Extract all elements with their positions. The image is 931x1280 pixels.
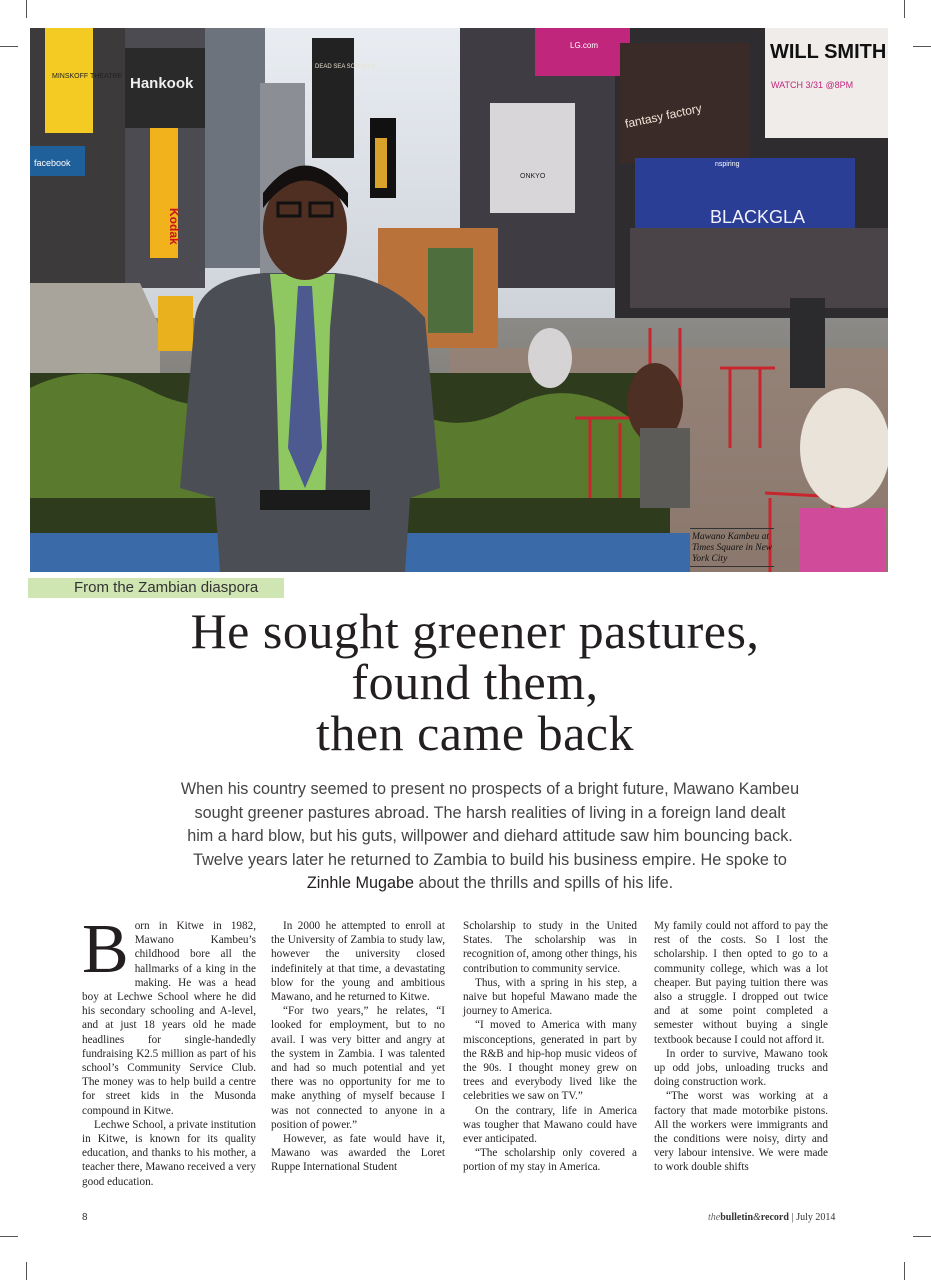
body-paragraph: In 2000 he attempted to enroll at the University of Zambia to study law, however the university closed indefinitely at that time, a devastating blow for the young and ambitious Mawano, and he returned to Kitwe. <box>271 920 445 1004</box>
page-number: 8 <box>82 1212 88 1223</box>
body-paragraph: Thus, with a spring in his step, a naive but hopeful Mawano made the journey to America. <box>463 976 637 1018</box>
body-column-4 <box>654 919 828 1175</box>
billboard-text: Kodak <box>167 208 181 245</box>
body-paragraph: “The scholarship only covered a portion of my stay in America. <box>463 1147 637 1174</box>
crop-mark <box>904 1262 905 1280</box>
headline <box>60 603 890 761</box>
body-column-1 <box>82 911 256 1189</box>
billboard-text: BLACKGLA <box>710 207 806 227</box>
billboard-text: WILL SMITH <box>770 41 887 63</box>
standfirst <box>180 778 800 896</box>
publication-name: bulletin <box>720 1212 754 1223</box>
section-label: From the Zambian diaspora <box>74 579 259 596</box>
body-paragraph: Scholarship to study in the United States. The scholarship was in recognition of, among other things, his contribution to community service. <box>463 920 637 975</box>
crop-mark <box>26 1262 27 1280</box>
photo-caption: Mawano Kambeu at Times Square in New York City <box>692 532 773 564</box>
crop-mark <box>26 0 27 18</box>
hero-photo <box>30 28 888 572</box>
body-paragraph: “The worst was working at a factory that made motorbike pistons. All the workers were immigrants and the conditions were noisy, dirty and very labour intensive. We were made to work double shifts <box>654 1090 828 1174</box>
author-name: Zinhle Mugabe <box>306 874 414 892</box>
crop-mark <box>0 1236 18 1237</box>
publication-footer <box>708 1212 835 1223</box>
billboard-text: Hankook <box>130 75 194 92</box>
billboard-text: MINSKOFF THEATRE <box>52 73 123 80</box>
headline-line: then came back <box>316 705 634 761</box>
publication-name-the: the <box>708 1212 721 1223</box>
caption-rule <box>690 528 774 529</box>
body-column-2 <box>271 919 445 1175</box>
drop-cap: B <box>82 911 129 988</box>
standfirst-text: When his country seemed to present no prospects of a bright future, Mawano Kambeu sought greener pastures abroad. The harsh realities of living in a foreign land dealt him a hard blow, but his guts, willpower and diehard attitude saw him bouncing back. Twelve years later he returned to Zambia to build his business empire. He spoke to <box>180 780 800 869</box>
section-bar <box>28 578 284 598</box>
body-paragraph: In order to survive, Mawano took up odd jobs, unloading trucks and doing construction work. <box>654 1047 828 1089</box>
billboard-text: ONKYO <box>520 173 546 180</box>
headline-line: He sought greener pastures, <box>190 603 760 659</box>
billboard-text: DEAD SEA SCROLLS <box>315 64 375 70</box>
body-paragraph: My family could not afford to pay the rest of the costs. So I lost the scholarship. I then opted to go to a community college, which was a lot cheaper. But paying tuition there was also a struggle. I dropped out twice and at some point completed a semester without buying a single textbook because I could not afford it. <box>654 920 828 1046</box>
crop-mark <box>913 1236 931 1237</box>
standfirst-text: about the thrills and spills of his life. <box>413 874 674 892</box>
crop-mark <box>904 0 905 18</box>
billboard-text: WATCH 3/31 @8PM <box>771 80 854 90</box>
body-paragraph: “I moved to America with many misconceptions, generated in part by the R&B and hip-hop music videos of the 90s. I thought money grew on trees and everybody lived like the celebrities we saw on TV.” <box>463 1019 637 1103</box>
caption-rule <box>690 566 774 567</box>
crop-mark <box>0 46 18 47</box>
headline-line: found them, <box>351 654 599 710</box>
body-paragraph: On the contrary, life in America was tougher that Mawano could have ever anticipated. <box>463 1104 637 1146</box>
billboard-text: nspiring <box>715 161 740 168</box>
billboard-text: facebook <box>34 158 71 168</box>
body-paragraph: However, as fate would have it, Mawano was awarded the Loret Ruppe International Student <box>271 1133 445 1174</box>
billboard-text: LG.com <box>570 41 599 50</box>
body-column-3 <box>463 919 637 1175</box>
body-paragraph: orn in Kitwe in 1982, Mawano Kambeu’s childhood bore all the hallmarks of a king in the making. He was a head boy at Lechwe School where he did his secondary schooling and A-level, and at just 18 years old he made headlines for single-handedly fundraising K2.5 million as part of his school’s Community Service Club. The money was to help build a centre for street kids in the Musonda compound in Kitwe. <box>82 920 256 1117</box>
publication-name: record <box>760 1212 789 1223</box>
billboard-text: fantasy factory <box>623 101 703 131</box>
publication-amp: & <box>753 1212 761 1223</box>
issue-date: | July 2014 <box>791 1212 836 1223</box>
body-paragraph: Lechwe School, a private institution in Kitwe, is known for its quality education, and thanks to his mother, a teacher there, Mawano received a very good education. <box>82 1118 256 1188</box>
crop-mark <box>913 46 931 47</box>
body-paragraph: “For two years,” he relates, “I looked for employment, but to no avail. I was very bitter and angry at the system in Zambia. I was talented and had so much potential and yet there was no opportunity for me to make anything of myself because I was not connected to anyone in a position of power.” <box>271 1005 445 1131</box>
